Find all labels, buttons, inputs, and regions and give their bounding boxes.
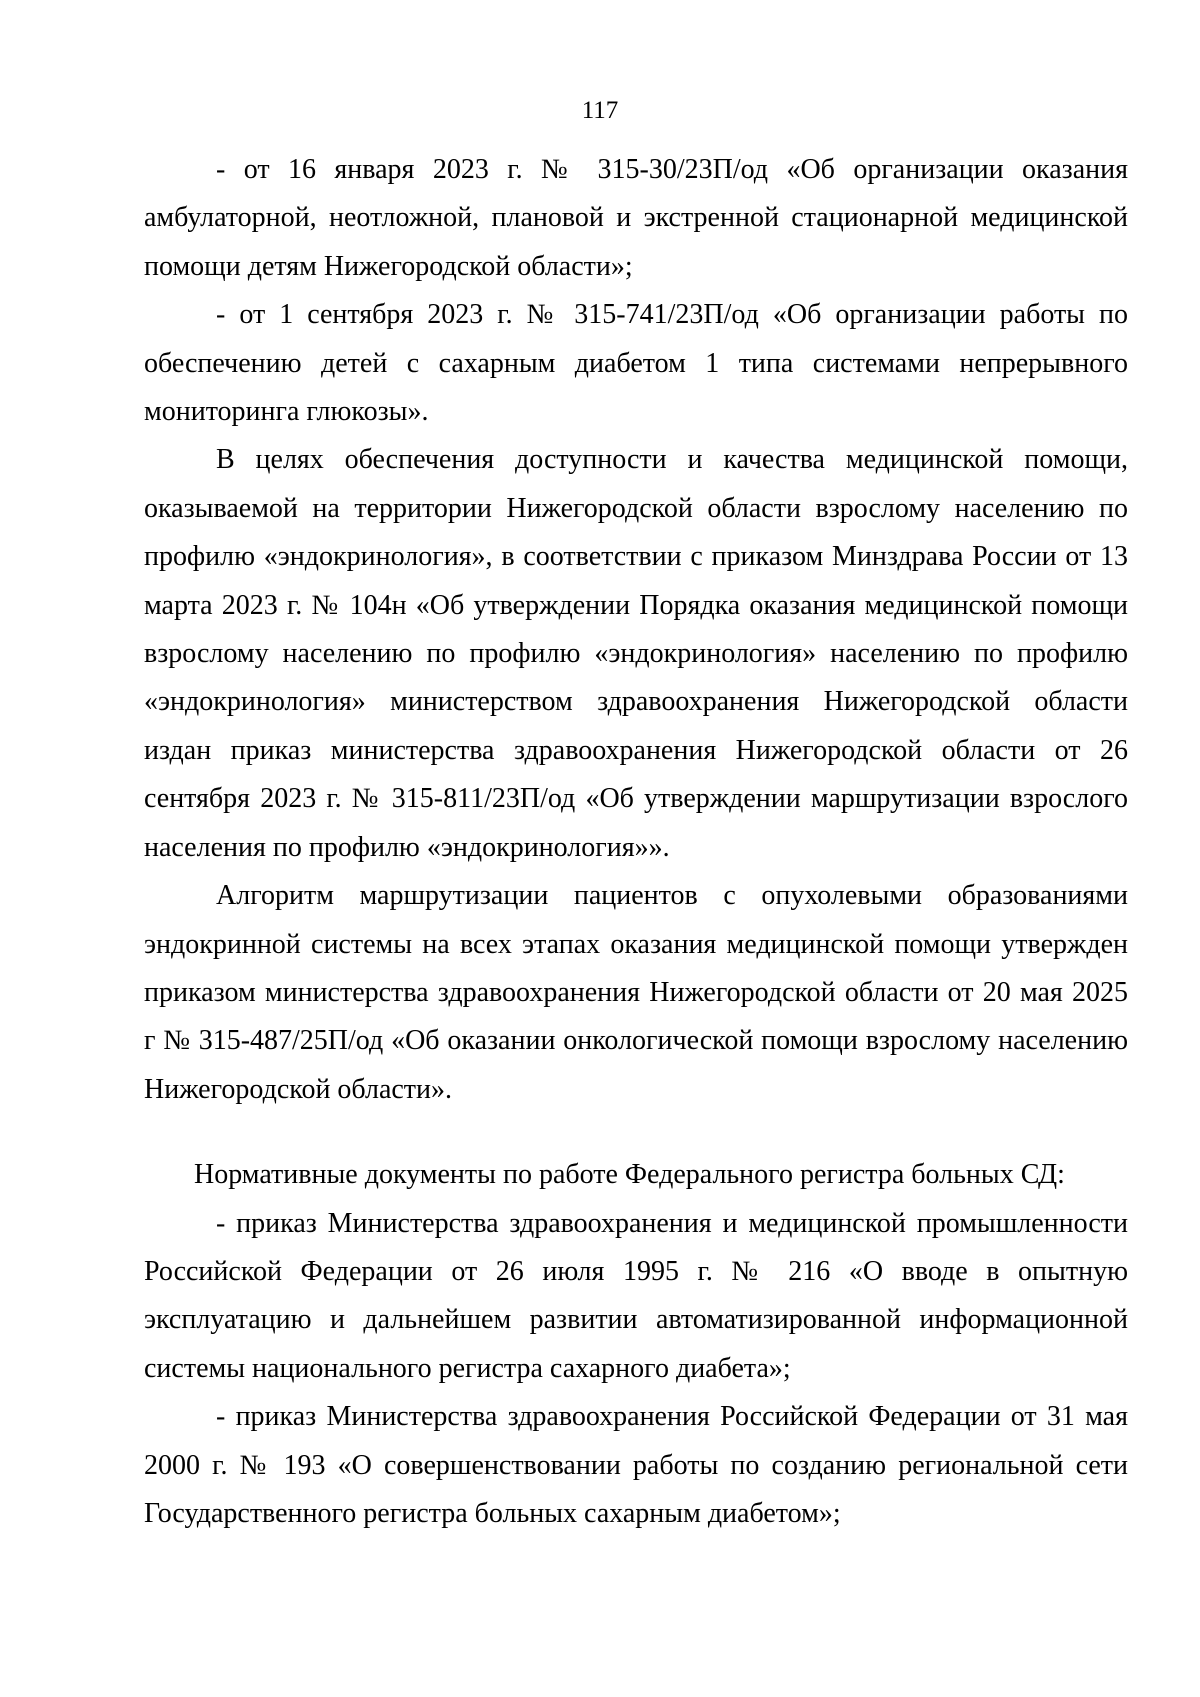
document-body xyxy=(144,146,1128,1538)
paragraph-tumor-routing-algorithm: Алгоритм маршрутизации пациентов с опухолевыми образованиями эндокринной системы на всех этапах оказания медицинской помощи утвержден приказом министерства здравоохранения Нижегородской области от 20 мая 2025 г № 315-487/25П/од «Об оказании онкологической помощи взрослому населению Нижегородской области». xyxy=(144,880,1128,1105)
page-number: 117 xyxy=(581,97,619,124)
section-heading-registry-documents: Нормативные документы по работе Федерального регистра больных СД: xyxy=(194,1159,1065,1191)
paragraph-order-january-2023: - от 16 января 2023 г. № 315-30/23П/од «Об организации оказания амбулаторной, неотложной, плановой и экстренной стационарной медицинской помощи детям Нижегородской области»; xyxy=(144,154,1128,282)
paragraph-endocrinology-routing: В целях обеспечения доступности и качества медицинской помощи, оказываемой на территории Нижегородской области взрослому населению по профилю «эндокринология», в соответствии с приказом Минздрава России от 13 марта 2023 г. № 104н «Об утверждении Порядка оказания медицинской помощи взрослому населению по профилю «эндокринология» населению по профилю «эндокринология» министерством здравоохранения Нижегородской области издан приказ министерства здравоохранения Нижегородской области от 26 сентября 2023 г. № 315-811/23П/од «Об утверждении маршрутизации взрослого населения по профилю «эндокринология»». xyxy=(144,444,1128,863)
paragraph-order-1995: - приказ Министерства здравоохранения и медицинской промышленности Российской Федерации от 26 июля 1995 г. № 216 «О вводе в опытную эксплуатацию и дальнейшем развитии автоматизированной информационной системы национального регистра сахарного диабета»; xyxy=(144,1207,1128,1384)
paragraph-order-september-2023: - от 1 сентября 2023 г. № 315-741/23П/од «Об организации работы по обеспечению детей с сахарным диабетом 1 типа системами непрерывного мониторинга глюкозы». xyxy=(144,299,1128,428)
paragraph-order-2000: - приказ Министерства здравоохранения Российской Федерации от 31 мая 2000 г. № 193 «О совершенствовании работы по созданию региональной сети Государственного регистра больных сахарным диабетом»; xyxy=(144,1401,1128,1529)
